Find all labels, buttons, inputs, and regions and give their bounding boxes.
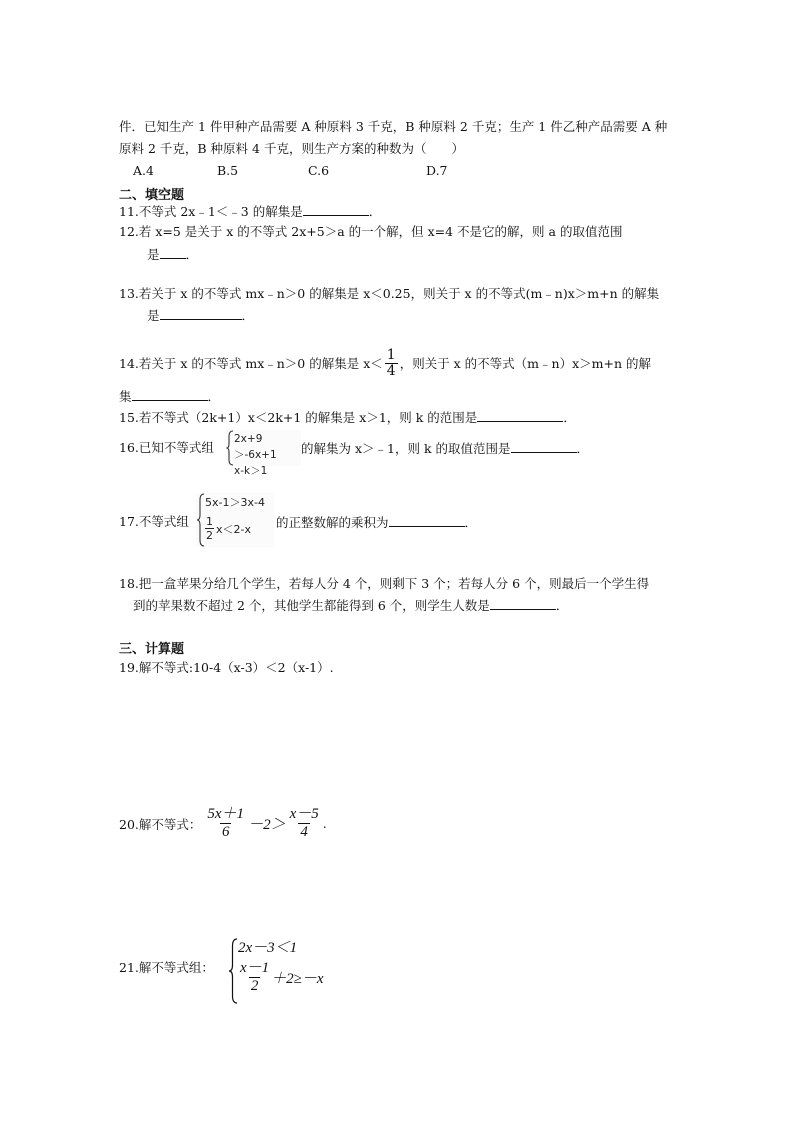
left-brace-icon xyxy=(226,430,234,466)
question-13-line2 xyxy=(147,307,254,324)
section-heading-fill-blank: 二、填空题 xyxy=(119,188,185,203)
section-heading-calculation: 三、计算题 xyxy=(119,642,185,657)
option-c: C.6 xyxy=(308,163,330,178)
question-17-system-image xyxy=(196,493,274,547)
question-18-line2 xyxy=(133,597,568,614)
question-17-rest xyxy=(276,514,477,531)
question-14-line2 xyxy=(119,388,220,405)
denominator: 2 xyxy=(250,978,259,994)
period: ． xyxy=(576,441,590,456)
question-16-rest xyxy=(301,440,589,457)
answer-blank xyxy=(160,307,242,320)
denominator: 4 xyxy=(300,824,308,840)
question-13-line1: 13.若关于 x 的不等式 mx﹣n＞0 的解集是 x＜0.25，则关于 x 的不等式(m﹣n)x＞m+n 的解集 xyxy=(119,286,660,301)
system-line-2 xyxy=(238,960,324,995)
system-line-2-rest: ＋2≥－x xyxy=(271,971,324,987)
system-line-2 xyxy=(205,515,251,542)
answer-blank xyxy=(389,514,465,527)
fraction-x-minus-1-over-2 xyxy=(238,960,271,995)
system-line-2-rest: x＜2-x xyxy=(216,522,251,536)
period: ． xyxy=(464,515,478,530)
system-line-1: 2x－3＜1 xyxy=(238,940,298,956)
answer-blank xyxy=(303,203,369,216)
question-11 xyxy=(119,203,381,220)
question-11-text: 11.不等式 2x﹣1＜﹣3 的解集是 xyxy=(119,204,303,219)
question-13-text: 是 xyxy=(147,308,160,323)
period: . xyxy=(322,816,327,831)
question-17-text: 17.不等式组 xyxy=(119,514,189,529)
question-19: 19.解不等式:10-4（x-3）＜2（x-1）. xyxy=(119,660,334,675)
question-10-line1: 件．已知生产 1 件甲种产品需要 A 种原料 3 千克，B 种原料 2 千克；生产 1 件乙种产品需要 A 种 xyxy=(119,119,668,134)
question-16-system-image xyxy=(226,430,301,477)
question-14-text-rest: ，则关于 x 的不等式（m﹣n）x＞m+n 的解 xyxy=(399,355,651,371)
system-line-1: 2x+9＞-6x+1 xyxy=(234,433,277,461)
option-a: A.4 xyxy=(133,163,154,178)
fraction-x-minus-5-over-4 xyxy=(288,806,321,841)
question-20-text: 20.解不等式： xyxy=(119,816,202,832)
numerator: 5x＋1 xyxy=(207,806,245,822)
numerator: x－1 xyxy=(240,960,270,976)
period: ． xyxy=(207,389,221,404)
question-21-text: 21.解不等式组： xyxy=(119,960,214,975)
fraction-one-quarter xyxy=(385,348,398,379)
answer-blank xyxy=(511,440,577,453)
numerator: 1 xyxy=(206,515,213,528)
question-15 xyxy=(119,409,576,426)
denominator: 4 xyxy=(386,363,396,379)
system-line-2: x-k＞1 xyxy=(234,465,268,477)
option-d: D.7 xyxy=(426,163,448,178)
numerator: 1 xyxy=(386,347,396,363)
fraction-5x-plus-1-over-6 xyxy=(205,806,246,841)
question-16-text-rest: 的解集为 x＞﹣1，则 k 的取值范围是 xyxy=(301,441,511,456)
question-14-line1 xyxy=(119,348,651,379)
left-brace-icon xyxy=(196,493,205,547)
period: ． xyxy=(563,410,576,425)
question-20 xyxy=(119,806,327,841)
period: ． xyxy=(368,204,382,219)
question-12-text: 是 xyxy=(147,247,160,262)
period: ． xyxy=(241,308,255,323)
left-brace-icon xyxy=(228,938,238,1004)
answer-blank xyxy=(132,388,208,401)
question-10-line2: 原料 2 千克，B 种原料 4 千克，则生产方案的种数为（ ） xyxy=(119,141,464,156)
question-14-text: 14.若关于 x 的不等式 mx﹣n＞0 的解集是 x＜ xyxy=(119,355,383,371)
answer-blank xyxy=(160,246,186,259)
answer-blank xyxy=(477,409,563,422)
question-17-text-rest: 的正整数解的乘积为 xyxy=(276,515,389,530)
question-15-text: 15.若不等式（2k+1）x＜2k+1 的解集是 x＞1，则 k 的范围是 xyxy=(119,410,478,425)
question-12-line2 xyxy=(147,246,198,263)
denominator: 6 xyxy=(221,824,230,840)
denominator: 2 xyxy=(206,529,213,542)
question-18-line1: 18.把一盒苹果分给几个学生，若每人分 4 个，则剩下 3 个；若每人分 6 个，则最后一个学生得 xyxy=(119,576,650,591)
question-18-text: 到的苹果数不超过 2 个，其他学生都能得到 6 个，则学生人数是 xyxy=(133,598,490,613)
question-14-text-2: 集 xyxy=(119,389,132,404)
question-16-text: 16.已知不等式组 xyxy=(119,440,214,455)
question-21-system xyxy=(228,938,338,1004)
minus-two-greater: －2＞ xyxy=(248,817,286,833)
option-b: B.5 xyxy=(217,163,239,178)
answer-blank xyxy=(490,597,556,610)
period: ． xyxy=(555,598,569,613)
numerator: x－5 xyxy=(289,806,319,822)
question-12-line1: 12.若 x=5 是关于 x 的不等式 2x+5＞a 的一个解，但 x=4 不是它的解，则 a 的取值范围 xyxy=(119,224,623,239)
fraction-one-half xyxy=(205,515,214,542)
system-line-1: 5x-1＞3x-4 xyxy=(205,496,265,509)
period: ． xyxy=(185,247,199,262)
